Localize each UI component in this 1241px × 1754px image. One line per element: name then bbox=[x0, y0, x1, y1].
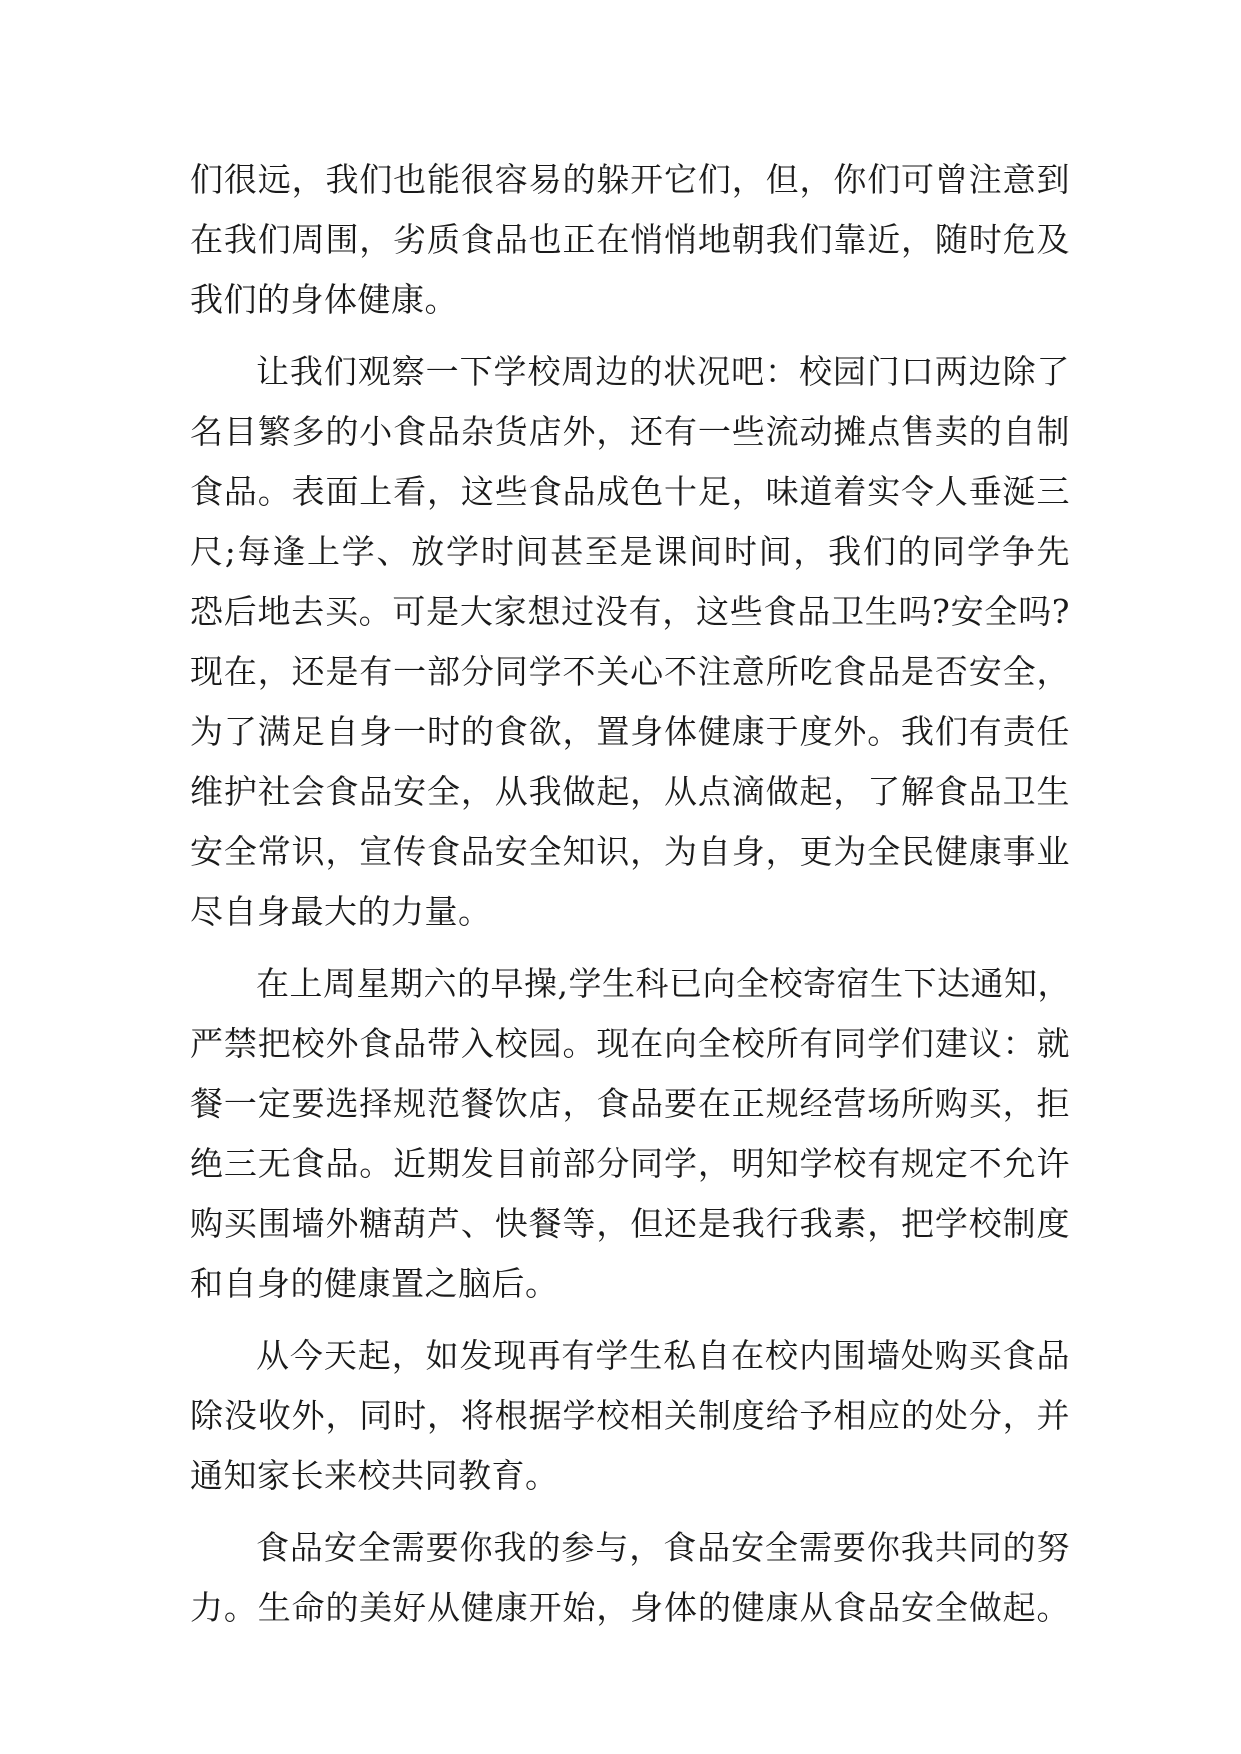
text-line: 为了满足自身一时的食欲，置身体健康于度外。我们有责任 bbox=[190, 712, 1070, 751]
text-line: 除没收外，同时，将根据学校相关制度给予相应的处分，并 bbox=[190, 1396, 1070, 1435]
text-line: 恐后地去买。可是大家想过没有，这些食品卫生吗?安全吗? bbox=[190, 592, 1070, 631]
text-line: 通知家长来校共同教育。 bbox=[190, 1456, 559, 1495]
text-line: 现在，还是有一部分同学不关心不注意所吃食品是否安全， bbox=[190, 652, 1070, 691]
text-line: 食品安全需要你我的参与，食品安全需要你我共同的努 bbox=[256, 1528, 1070, 1567]
text-line: 名目繁多的小食品杂货店外，还有一些流动摊点售卖的自制 bbox=[190, 412, 1070, 451]
text-line: 们很远，我们也能很容易的躲开它们，但，你们可曾注意到 bbox=[190, 160, 1070, 199]
text-line: 让我们观察一下学校周边的状况吧：校园门口两边除了 bbox=[256, 352, 1070, 391]
text-line: 尺;每逢上学、放学时间甚至是课间时间，我们的同学争先 bbox=[190, 532, 1070, 571]
text-line: 在上周星期六的早操,学生科已向全校寄宿生下达通知， bbox=[256, 964, 1071, 1003]
paragraph-4 bbox=[190, 1326, 1070, 1506]
text-line: 严禁把校外食品带入校园。现在向全校所有同学们建议：就 bbox=[190, 1024, 1070, 1063]
text-line: 尽自身最大的力量。 bbox=[190, 892, 492, 931]
paragraph-5 bbox=[190, 1518, 1070, 1638]
text-line: 餐一定要选择规范餐饮店，食品要在正规经营场所购买，拒 bbox=[190, 1084, 1070, 1123]
text-line: 绝三无食品。近期发目前部分同学，明知学校有规定不允许 bbox=[190, 1144, 1070, 1183]
paragraph-1 bbox=[190, 150, 1070, 330]
paragraph-2 bbox=[190, 342, 1070, 942]
text-line: 维护社会食品安全，从我做起，从点滴做起，了解食品卫生 bbox=[190, 772, 1070, 811]
text-line: 我们的身体健康。 bbox=[190, 280, 458, 319]
text-line: 力。生命的美好从健康开始，身体的健康从食品安全做起。 bbox=[190, 1588, 1070, 1627]
text-line: 安全常识，宣传食品安全知识，为自身，更为全民健康事业 bbox=[190, 832, 1070, 871]
text-line: 从今天起，如发现再有学生私自在校内围墙处购买食品 bbox=[256, 1336, 1070, 1375]
document-body bbox=[190, 150, 1070, 1638]
text-line: 和自身的健康置之脑后。 bbox=[190, 1264, 559, 1303]
text-line: 食品。表面上看，这些食品成色十足，味道着实令人垂涎三 bbox=[190, 472, 1070, 511]
text-line: 购买围墙外糖葫芦、快餐等，但还是我行我素，把学校制度 bbox=[190, 1204, 1070, 1243]
text-line: 在我们周围，劣质食品也正在悄悄地朝我们靠近，随时危及 bbox=[190, 220, 1070, 259]
paragraph-3 bbox=[190, 954, 1070, 1314]
